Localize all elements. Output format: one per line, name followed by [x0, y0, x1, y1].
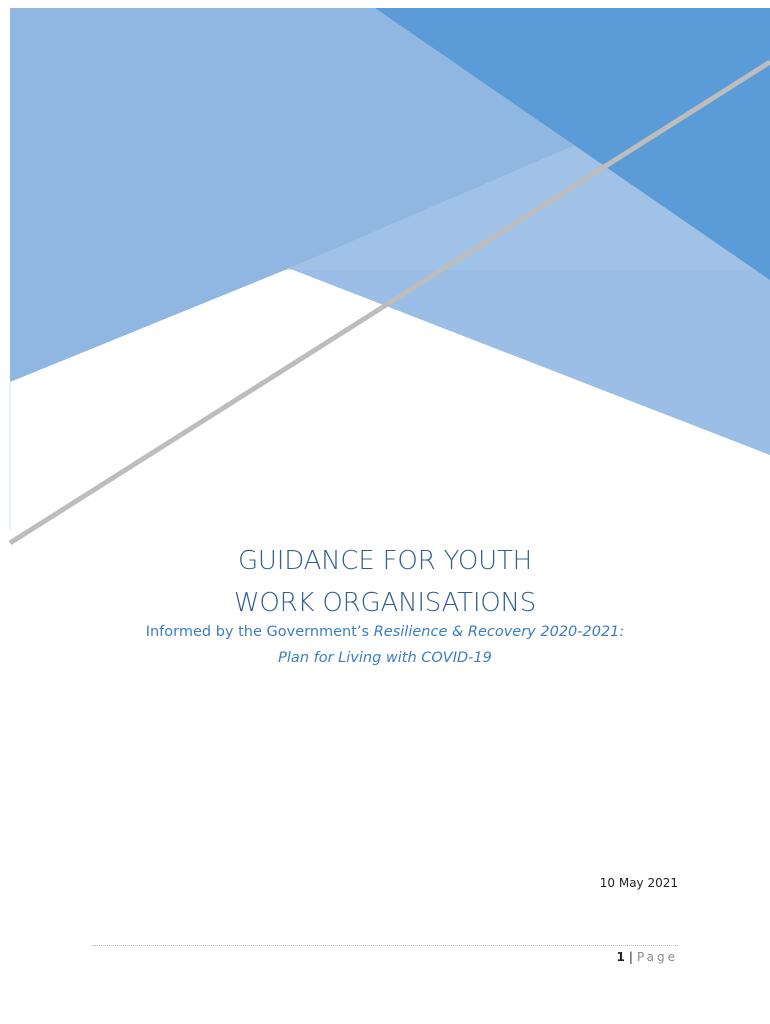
page-footer [617, 950, 678, 964]
document-title-line-2: WORK ORGANISATIONS [233, 588, 537, 618]
page-label: Page [636, 950, 678, 964]
page-number: 1 [616, 950, 625, 964]
document-subtitle-line-1 [0, 624, 770, 640]
subtitle-prefix: Informed by the Government’s [145, 624, 374, 640]
document-date: 10 May 2021 [599, 876, 678, 890]
document-subtitle-line-2: Plan for Living with COVID-19 [278, 650, 492, 666]
footer-divider [92, 945, 678, 946]
document-title-line-1: GUIDANCE FOR YOUTH [237, 546, 533, 576]
page-separator: | [628, 950, 633, 964]
subtitle-plan-name: Resilience & Recovery 2020-2021: [373, 624, 625, 640]
